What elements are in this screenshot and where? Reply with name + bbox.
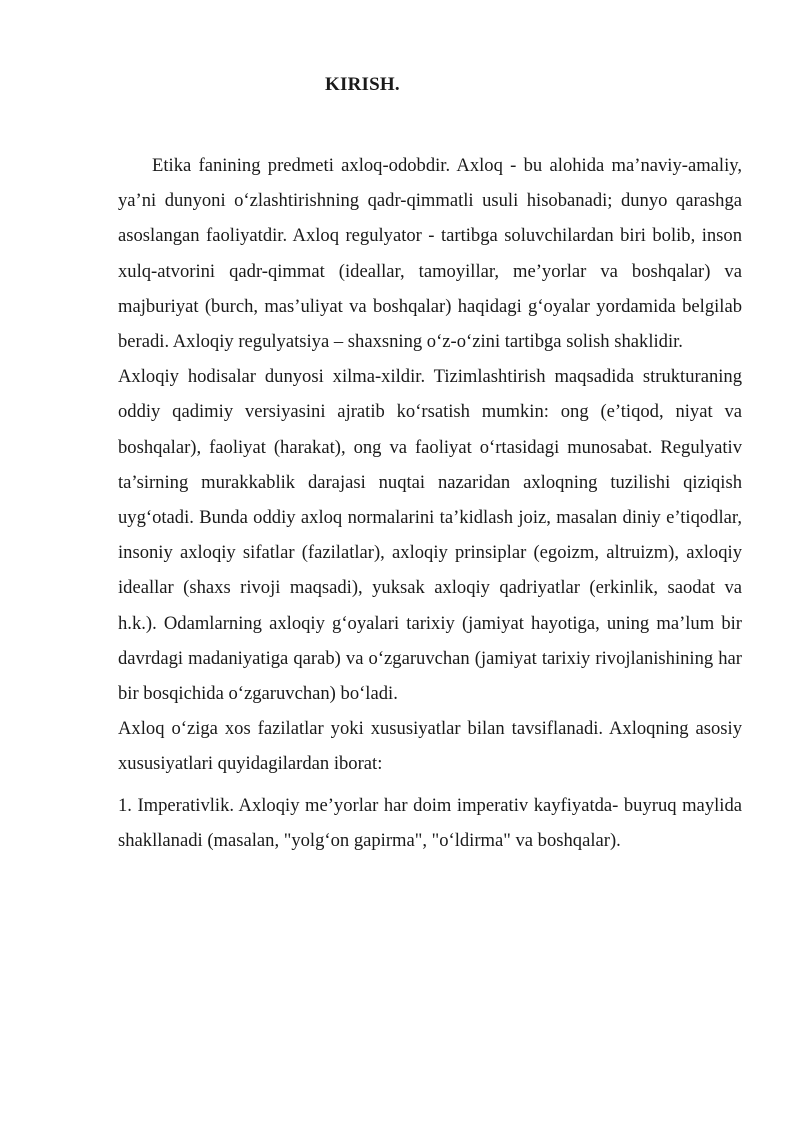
- paragraph-intro: Etika fanining predmeti axloq-odobdir. Axloq - bu alohida ma’naviy-amaliy, ya’ni dunyoni o‘zlashtirishning qadr-qimmatli usuli hisobanadi; dunyo qarashga asoslangan faoliyatdir. Axloq regulyator - tartibga soluvchilardan biri bolib, inson xulq-atvorini qadr-qimmat (ideallar, tamoyillar, me’yorlar va boshqalar) va majburiyat (burch, mas’uliyat va boshqalar) haqidagi g‘oyalar yordamida belgilab beradi. Axloqiy regulyatsiya – shaxsning o‘z-o‘zini tartibga solish shaklidir.: [118, 155, 742, 353]
- document-body: [118, 148, 742, 858]
- paragraph-imperativity: 1. Imperativlik. Axloqiy me’yorlar har doim imperativ kayfiyatda- buyruq maylida shakllanadi (masalan, "yolg‘on gapirma", "o‘ldirma" va boshqalar).: [118, 794, 742, 851]
- paragraph-structure: Axloqiy hodisalar dunyosi xilma-xildir. Tizimlashtirish maqsadida strukturaning oddiy qadimiy versiyasini ajratib ko‘rsatish mumkin: ong (e’tiqod, niyat va boshqalar), faoliyat (harakat), ong va faoliyat o‘rtasidagi munosabat. Regulyativ ta’sirning murakkablik darajasi nuqtai nazaridan axloqning tuzilishi qiziqish uyg‘otadi. Bunda oddiy axloq normalarini ta’kidlash joiz, masalan diniy e’tiqodlar, insoniy axloqiy sifatlar (fazilatlar), axloqiy prinsiplar (egoizm, altruizm), axloqiy ideallar (shaxs rivoji maqsadi), yuksak axloqiy qadriyatlar (erkinlik, saodat va h.k.). Odamlarning axloqiy g‘oyalari tarixiy (jamiyat hayotiga, uning ma’lum bir davrdagi madaniyatiga qarab) va o‘zgaruvchan (jamiyat tarixiy rivojlanishining har bir bosqichida o‘zgaruvchan) bo‘ladi.: [118, 366, 742, 705]
- paragraph-features: Axloq o‘ziga xos fazilatlar yoki xususiyatlar bilan tavsiflanadi. Axloqning asosiy xususiyatlari quyidagilardan iborat:: [118, 718, 742, 775]
- document-title: KIRISH.: [325, 74, 400, 95]
